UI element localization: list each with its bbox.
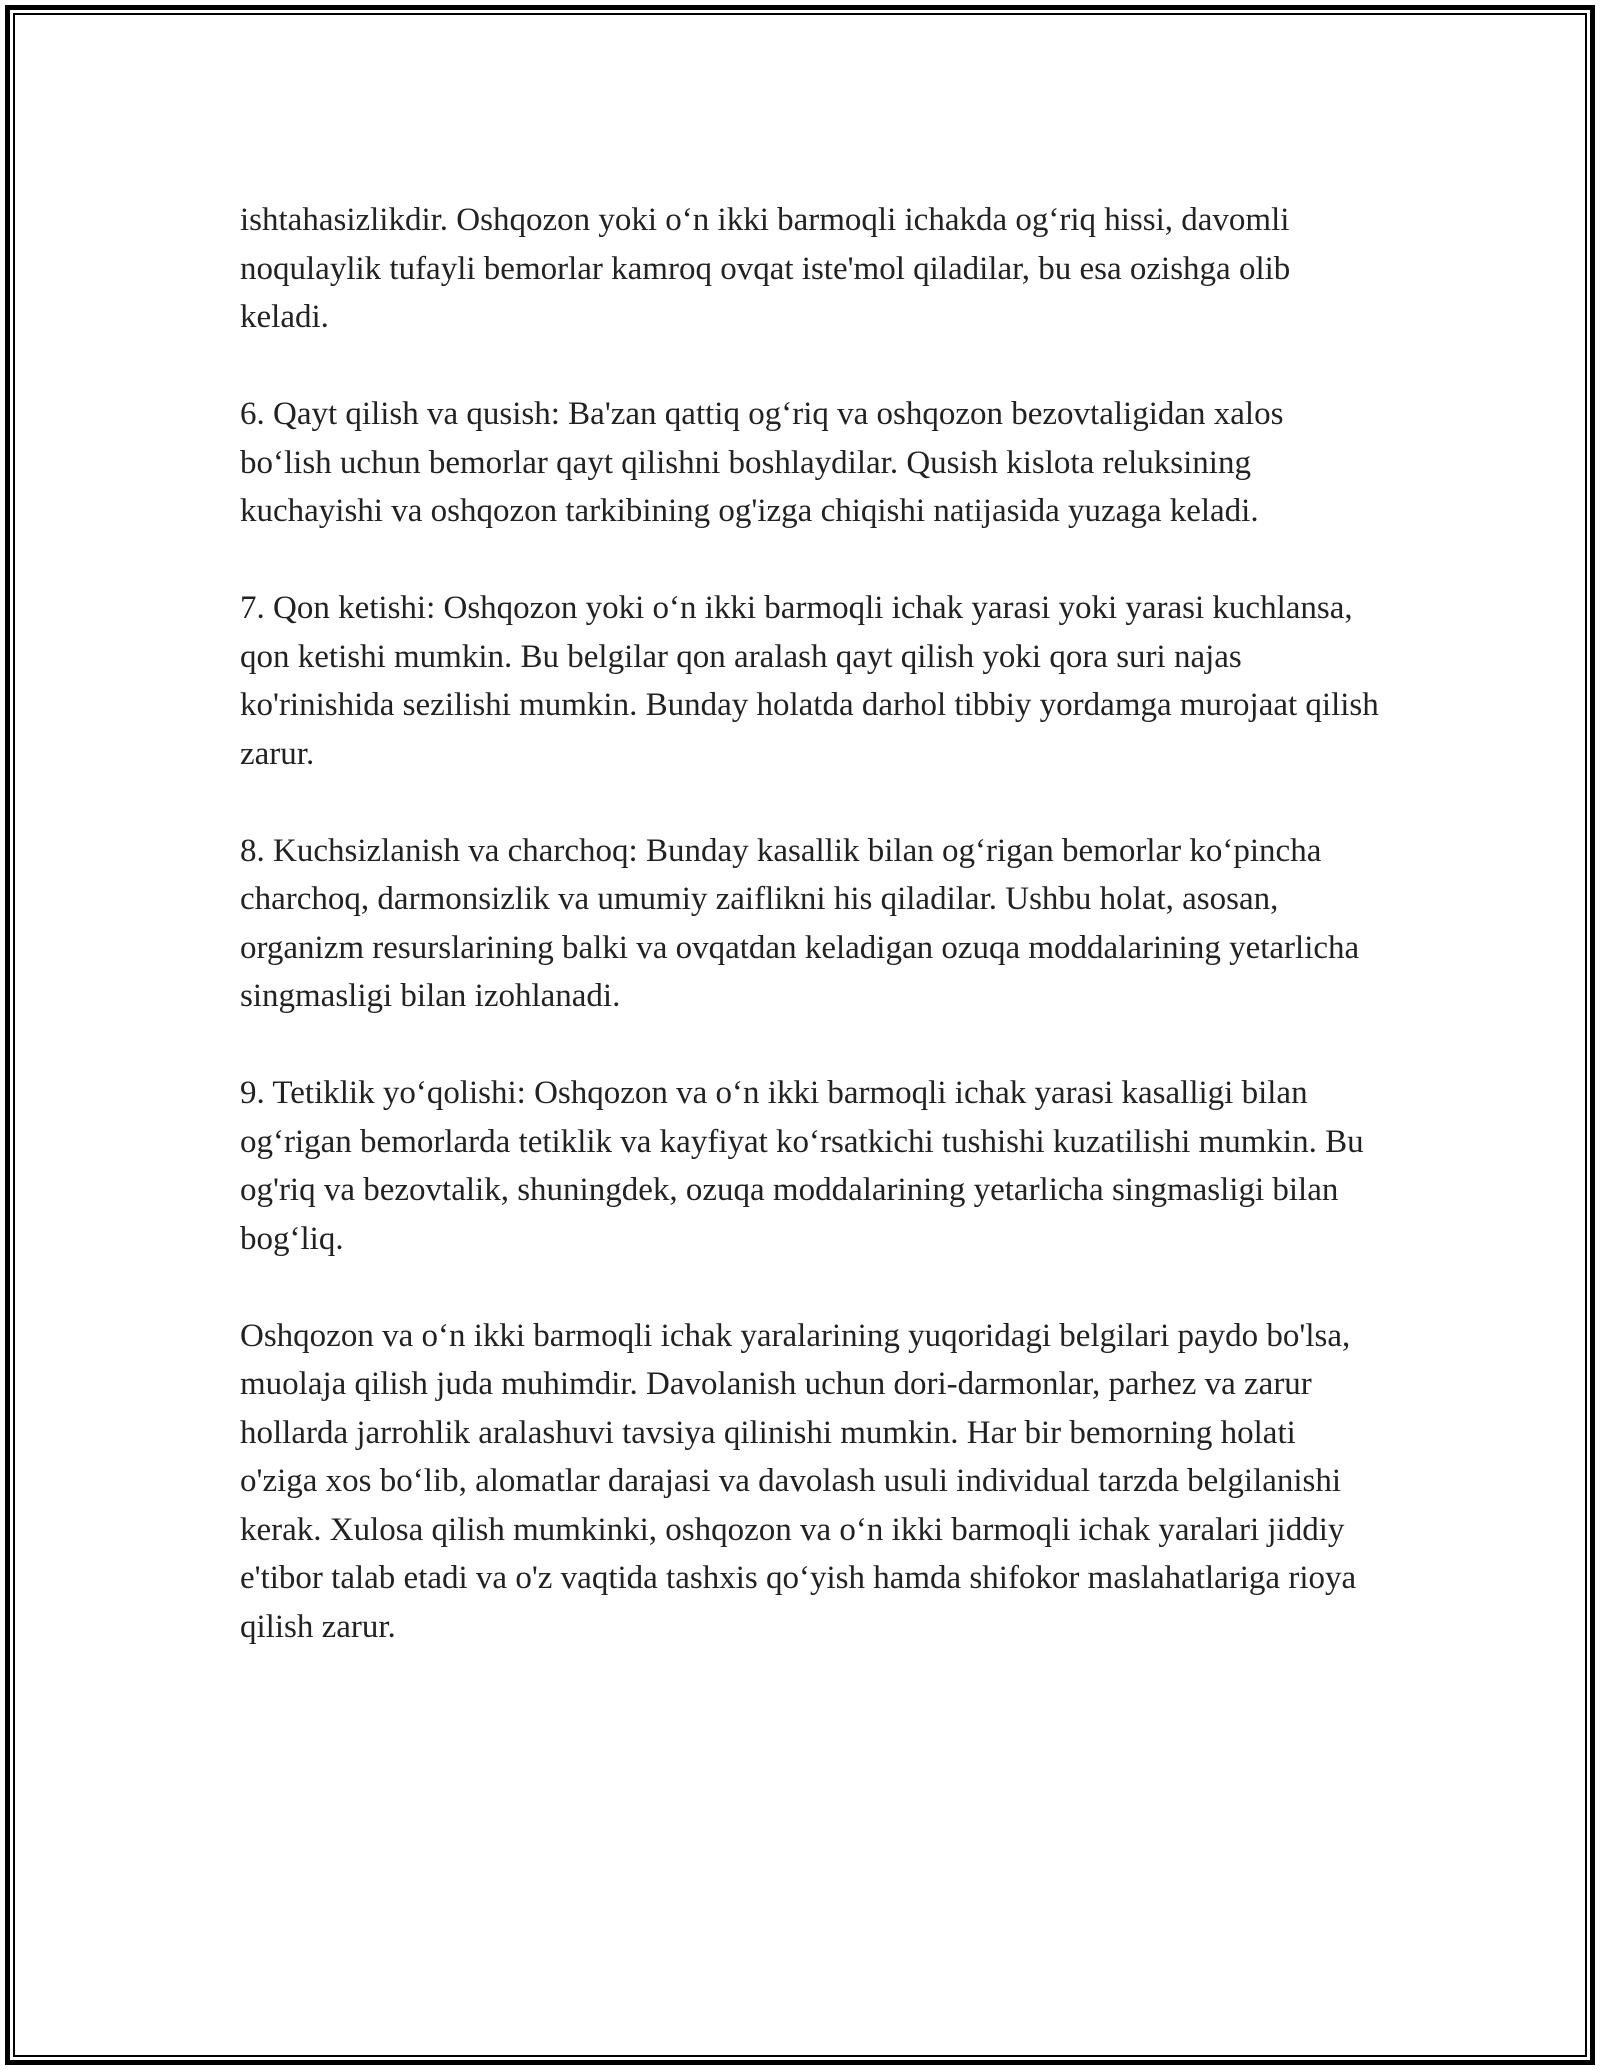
paragraph-appetite-loss: ishtahasizlikdir. Oshqozon yoki o‘n ikki barmoqli ichakda og‘riq hissi, davomli noqulaylik tufayli bemorlar kamroq ovqat iste'mol qiladilar, bu esa ozishga olib keladi. <box>240 202 1291 335</box>
paragraph-vomiting: 6. Qayt qilish va qusish: Ba'zan qattiq og‘riq va oshqozon bezovtaligidan xalos bo‘lish uchun bemorlar qayt qilishni boshlaydilar. Qusish kislota reluksining kuchayishi va oshqozon tarkibining og'izga chiqishi natijasida yuzaga keladi. <box>240 396 1284 529</box>
document-body <box>240 196 1380 1651</box>
paragraph-conclusion: Oshqozon va o‘n ikki barmoqli ichak yaralarining yuqoridagi belgilari paydo bo'lsa, muolaja qilish juda muhimdir. Davolanish uchun dori-darmonlar, parhez va zarur hollarda jarrohlik aralashuvi tavsiya qilinishi mumkin. Har bir bemorning holati o'ziga xos bo‘lib, alomatlar darajasi va davolash usuli individual tarzda belgilanishi kerak. Xulosa qilish mumkinki, oshqozon va o‘n ikki barmoqli ichak yaralari jiddiy e'tibor talab etadi va o'z vaqtida tashxis qo‘yish hamda shifokor maslahatlariga rioya qilish zarur. <box>240 1317 1357 1645</box>
paragraph-vitality-loss: 9. Tetiklik yo‘qolishi: Oshqozon va o‘n ikki barmoqli ichak yarasi kasalligi bilan og‘rigan bemorlarda tetiklik va kayfiyat ko‘rsatkichi tushishi kuzatilishi mumkin. Bu og'riq va bezovtalik, shuningdek, ozuqa moddalarining yetarlicha singmasligi bilan bog‘liq. <box>240 1075 1364 1257</box>
paragraph-fatigue: 8. Kuchsizlanish va charchoq: Bunday kasallik bilan og‘rigan bemorlar ko‘pincha charchoq, darmonsizlik va umumiy zaiflikni his qiladilar. Ushbu holat, asosan, organizm resurslarining balki va ovqatdan keladigan ozuqa moddalarining yetarlicha singmasligi bilan izohlanadi. <box>240 832 1360 1014</box>
page-frame <box>5 5 1595 2065</box>
paragraph-bleeding: 7. Qon ketishi: Oshqozon yoki o‘n ikki barmoqli ichak yarasi yoki yarasi kuchlansa, qon ketishi mumkin. Bu belgilar qon aralash qayt qilish yoki qora suri najas ko'rinishida sezilishi mumkin. Bunday holatda darhol tibbiy yordamga murojaat qilish zarur. <box>240 590 1379 772</box>
